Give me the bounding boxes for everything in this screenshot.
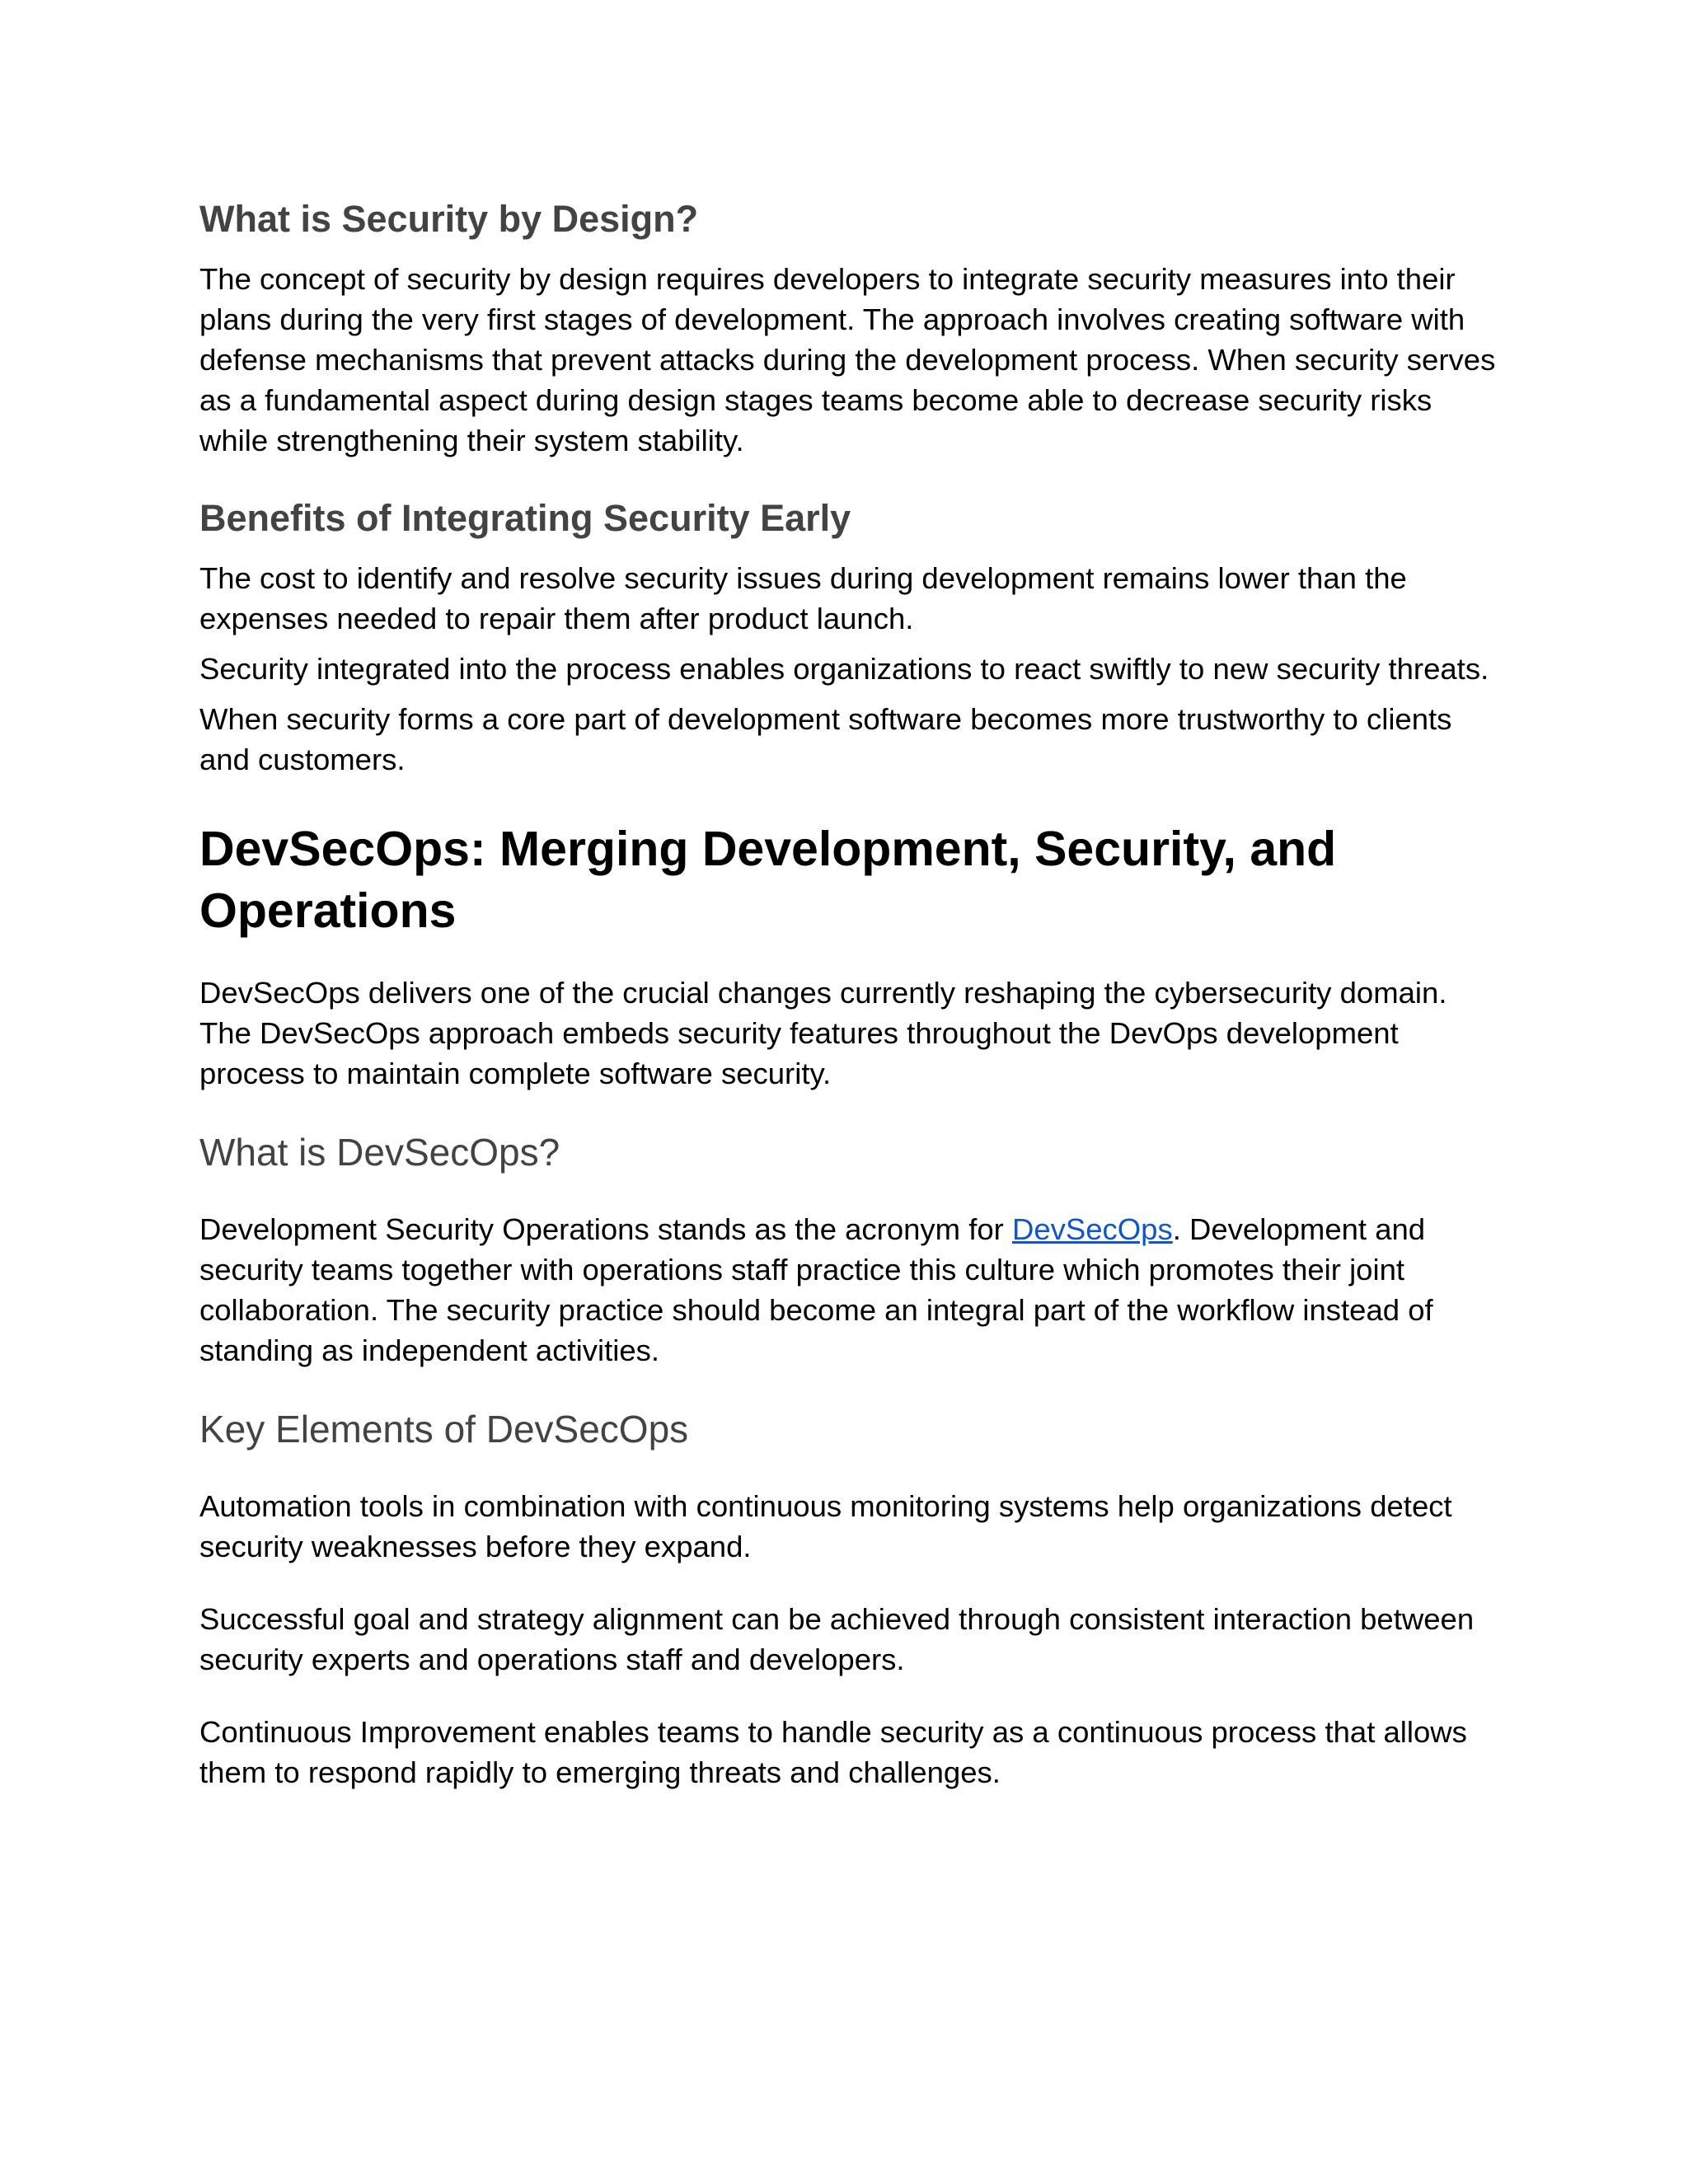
text-after-link: . Development and security teams together with operations staff practice this culture which promotes their joint collaboration. The security practice should become an integral part of the workflow instead of standing as independent activities. (199, 1212, 1433, 1367)
document-content (199, 196, 1502, 1793)
text-before-link: Development Security Operations stands as the acronym for (199, 1212, 1012, 1246)
benefit-item: When security forms a core part of development software becomes more trustworthy to clients and customers. (199, 702, 1452, 776)
key-element-item: Successful goal and strategy alignment can be achieved through consistent interaction between security experts and operations staff and developers. (199, 1602, 1475, 1676)
paragraph-security-by-design: The concept of security by design requires developers to integrate security measures into their plans during the very first stages of development. The approach involves creating software with defense mechanisms that prevent attacks during the development process. When security serves as a fundamental aspect during design stages teams become able to decrease security risks while strengthening their system stability. (199, 262, 1496, 457)
benefit-item: Security integrated into the process enables organizations to react swiftly to new security threats. (199, 652, 1489, 686)
benefit-item: The cost to identify and resolve security issues during development remains lower than the expenses needed to repair them after product launch. (199, 561, 1407, 635)
heading-security-by-design: What is Security by Design? (199, 198, 699, 240)
paragraph-devsecops-intro: DevSecOps delivers one of the crucial changes currently reshaping the cybersecurity domain. The DevSecOps approach embeds security features throughout the DevOps development process to maintain complete software security. (199, 976, 1447, 1090)
heading-benefits: Benefits of Integrating Security Early (199, 497, 851, 539)
heading-what-is-devsecops: What is DevSecOps? (199, 1131, 560, 1174)
heading-devsecops-title: DevSecOps: Merging Development, Security, and Operations (199, 822, 1337, 938)
devsecops-link[interactable]: DevSecOps (1011, 1212, 1173, 1246)
key-element-item: Continuous Improvement enables teams to handle security as a continuous process that allows them to respond rapidly to emerging threats and challenges. (199, 1715, 1467, 1789)
heading-key-elements: Key Elements of DevSecOps (199, 1408, 689, 1451)
key-element-item: Automation tools in combination with continuous monitoring systems help organizations detect security weaknesses before they expand. (199, 1489, 1452, 1563)
paragraph-what-is-devsecops (199, 1209, 1502, 1371)
